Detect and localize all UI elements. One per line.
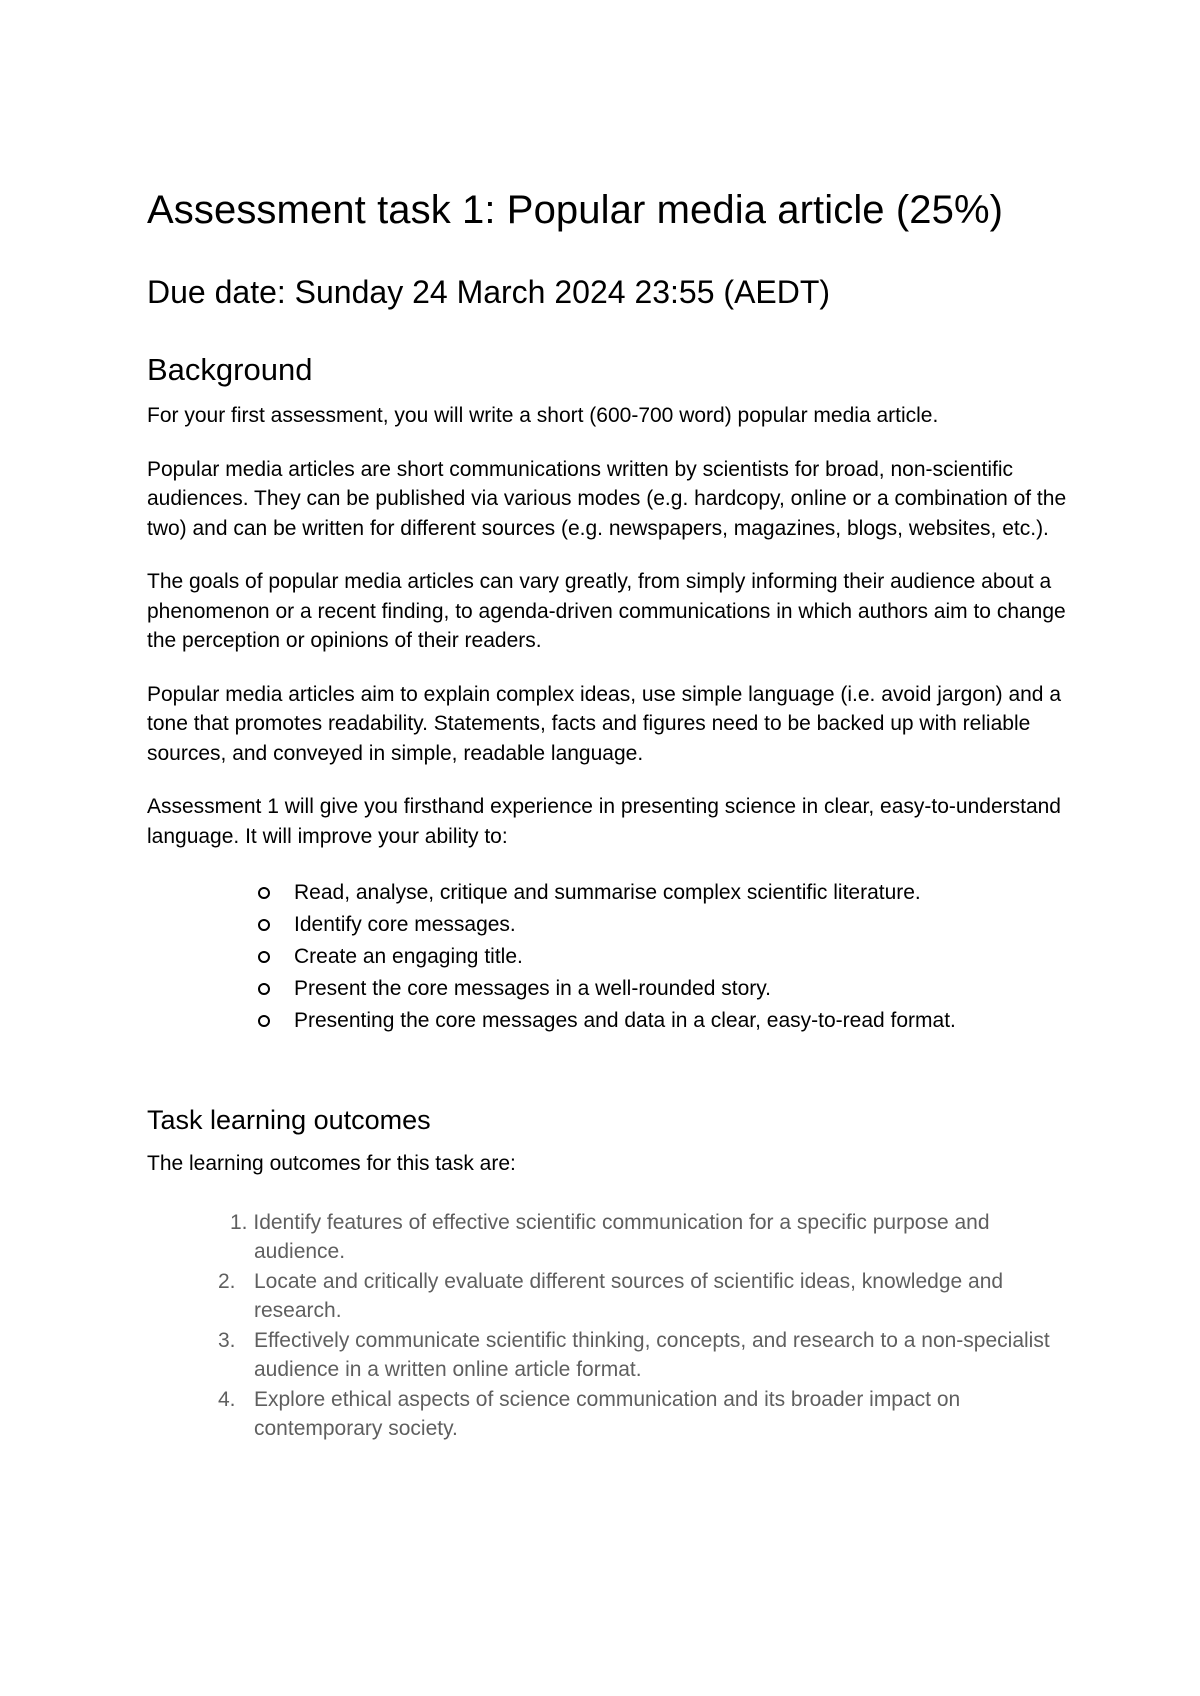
hollow-circle-bullet-icon (258, 951, 270, 963)
list-item (218, 1385, 1067, 1444)
list-item (218, 1326, 1067, 1385)
list-item-text: Create an engaging title. (294, 945, 523, 968)
list-item (258, 909, 1067, 941)
background-paragraph: For your first assessment, you will write a short (600-700 word) popular media article. (147, 404, 939, 427)
list-item (218, 1208, 1067, 1267)
hollow-circle-bullet-icon (258, 1015, 270, 1027)
background-paragraph: Popular media articles aim to explain complex ideas, use simple language (i.e. avoid jargon) and a tone that promotes readability. Statements, facts and figures need to be backed up with reliable sources, and conveyed in simple, readable language. (147, 682, 1062, 765)
list-item-number: 2. (218, 1269, 236, 1293)
background-paragraph: The goals of popular media articles can vary greatly, from simply informing their audience about a phenomenon or a recent finding, to agenda-driven communications in which authors aim to change the perception or opinions of their readers. (147, 570, 1066, 652)
due-date: Due date: Sunday 24 March 2024 23:55 (AEDT) (147, 274, 831, 310)
list-item-number: 1. (230, 1210, 248, 1234)
learning-outcomes-intro: The learning outcomes for this task are: (147, 1152, 516, 1175)
list-item-text: Identify features of effective scientific communication for a specific purpose and audience. (253, 1210, 990, 1263)
background-paragraph: Popular media articles are short communications written by scientists for broad, non-scientific audiences. They can be published via various modes (e.g. hardcopy, online or a combination of the two) and can be written for different sources (e.g. newspapers, magazines, blogs, websites, etc.). (147, 457, 1067, 540)
hollow-circle-bullet-icon (258, 887, 270, 899)
list-item (258, 877, 1067, 909)
background-paragraph: Assessment 1 will give you firsthand experience in presenting science in clear, easy-to-understand language. It will improve your ability to: (147, 795, 1061, 848)
list-item-text: Identify core messages. (294, 913, 516, 936)
list-item-number: 4. (218, 1387, 236, 1411)
list-item (258, 1005, 1067, 1037)
document-content (147, 186, 1067, 1444)
list-item-wrap (218, 1208, 1067, 1267)
page-title: Assessment task 1: Popular media article (25%) (147, 188, 1004, 232)
list-item (218, 1267, 1067, 1326)
list-item-text: Locate and critically evaluate different sources of scientific ideas, knowledge and research. (254, 1269, 1004, 1322)
list-item-text: Present the core messages in a well-rounded story. (294, 977, 772, 1000)
hollow-circle-bullet-icon (258, 919, 270, 931)
background-heading: Background (147, 352, 313, 387)
learning-outcomes-list (147, 1208, 1067, 1444)
list-item-text: Presenting the core messages and data in a clear, easy-to-read format. (294, 1009, 956, 1032)
list-item-number: 3. (218, 1328, 236, 1352)
list-item (258, 941, 1067, 973)
list-item-text: Effectively communicate scientific thinking, concepts, and research to a non-specialist audience in a written online article format. (254, 1328, 1050, 1381)
learning-outcomes-heading: Task learning outcomes (147, 1105, 431, 1135)
list-item-text: Read, analyse, critique and summarise complex scientific literature. (294, 881, 921, 904)
hollow-circle-bullet-icon (258, 983, 270, 995)
list-item-text: Explore ethical aspects of science communication and its broader impact on contemporary society. (254, 1387, 961, 1440)
skills-list (147, 877, 1067, 1037)
list-item (258, 973, 1067, 1005)
